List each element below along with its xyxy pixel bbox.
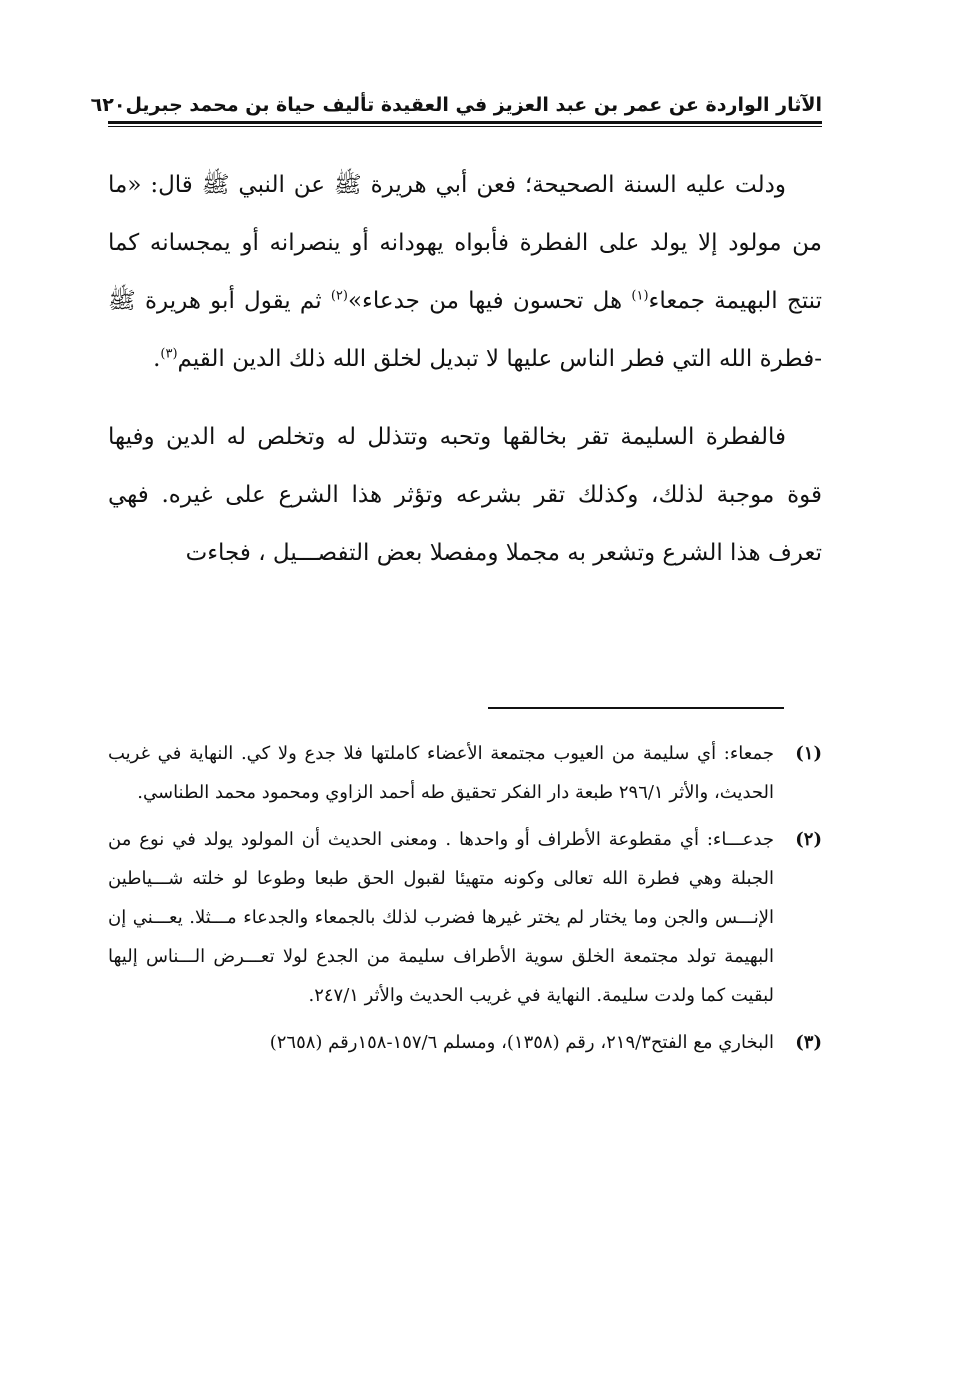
header-rule-thin — [108, 126, 822, 127]
running-header — [90, 88, 822, 118]
footnote-2-text: جدعـــاء: أي مقطوعة الأطراف أو واحدها . ومعنى الحديث أن المولود يولد في نوع من الجبلة وهي فطرة الله تعالى وكونه متهيئا لقبول الحق طبعا وطوعا لو خلته شـــياطين الإنـــس والجن وما يختار لم يختر غيرها فضرب لذلك بالجمعاء والجدعاء مـــثلا. يعـــني إن البهيمة تولد مجتمعة الخلق سوية الأطراف سليمة من الجدع لولا تعـــرض الـــناس إليها لبقيت كما ولدت سليمة. النهاية في غريب الحديث والأثر ٢٤٧/١. — [108, 829, 774, 1006]
footnote-3 — [108, 1023, 822, 1062]
header-title: الآثار الواردة عن عمر بن عبد العزيز في العقيدة تأليف حياة بن محمد جبريل — [125, 94, 822, 116]
paragraph-1-segment-1: ودلت عليه السنة الصحيحة؛ فعن أبي هريرة ﷺ عن النبي ﷺ قال: «ما من مولود إلا يولد على الفطرة فأبواه يهودانه أو ينصرانه أو يمجسانه كما تنتج البهيمة جمعاء — [108, 172, 823, 314]
paragraph-2 — [108, 408, 822, 582]
main-text — [108, 156, 822, 582]
paragraph-1 — [108, 156, 822, 388]
footnote-3-text: البخاري مع الفتح٢١٩/٣، رقم (١٣٥٨)، ومسلم ١٥٧/٦-١٥٨رقم (٢٦٥٨) — [269, 1032, 774, 1053]
footnote-2 — [108, 820, 822, 1015]
header-rule-thick — [108, 121, 822, 124]
paragraph-1-segment-2: هل تحسون فيها من جدعاء» — [347, 288, 632, 314]
paragraph-2-text: فالفطرة السليمة تقر بخالقها وتحبه وتتذلل له وتخلص له الدين وفيها قوة موجبة لذلك، وكذلك تقر بشرعه وتؤثر هذا الشرع على غيره. فهي تعرف هذا الشرع وتشعر به مجملا ومفصلا بعض التفصـــيل ، فجاءت — [108, 424, 822, 566]
paragraph-1-segment-4: . — [153, 346, 161, 372]
footnote-3-number: (٣) — [795, 1032, 822, 1053]
footnote-ref-3: (٣) — [160, 346, 178, 362]
footnote-2-number: (٢) — [795, 829, 822, 850]
paragraph-1-segment-3: ثم يقول أبو هريرة ﷺ -فطرة الله التي فطر الناس عليها لا تبديل لخلق الله ذلك الدين القيم — [108, 288, 822, 372]
page-number: ٦٢٠ — [90, 94, 126, 116]
footnote-ref-2: (٢) — [330, 288, 348, 304]
footnote-separator — [488, 707, 784, 709]
footnotes — [108, 734, 822, 1070]
footnote-1-number: (١) — [795, 743, 822, 764]
footnote-ref-1: (١) — [631, 288, 649, 304]
footnote-1-text: جمعاء: أي سليمة من العيوب مجتمعة الأعضاء كاملتها فلا جدع ولا كي. النهاية في غريب الحديث، والأثر ٢٩٦/١ طبعة دار الفكر تحقيق طه أحمد الزاوي ومحمود محمد الطناسي. — [108, 743, 774, 803]
footnote-1 — [108, 734, 822, 812]
